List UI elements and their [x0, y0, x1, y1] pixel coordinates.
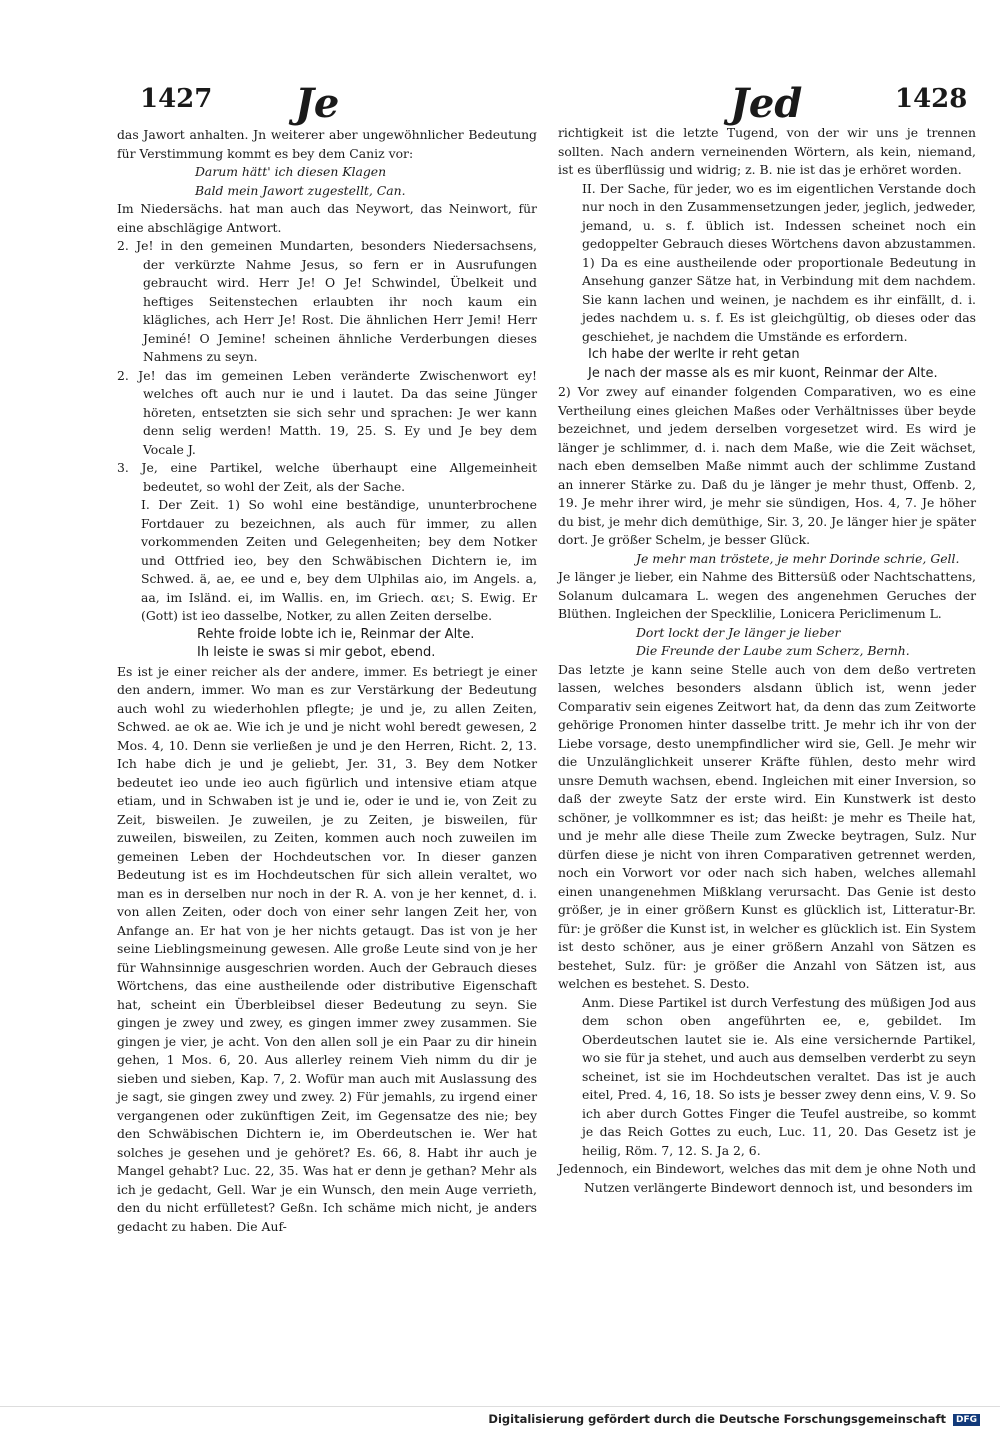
paragraph: 3. Je, eine Partikel, welche überhaupt eine Allgemeinheit bedeutet, so wohl der Zeit, als der Sache.: [117, 460, 537, 494]
paragraph: Die Freunde der Laube zum Scherz, Bernh.: [636, 643, 910, 658]
paragraph: II. Der Sache, für jeder, wo es im eigentlichen Verstande doch nur noch in den Zusammensetzungen jeder, jeglich, jedweder, jemand, u. s. f. üblich ist. Indessen scheinet noch ein gedoppelter Gebrauch dieses Wörtchens davon abzustammen. 1) Da es eine austheilende oder proportionale Bedeutung in Ansehung ganzer Sätze hat, in Verbindung mit dem nachdem. Sie kann lachen und weinen, je nachdem es ihr einfällt, d. i. jedes nachdem u. s. f. Es ist gleichgültig, ob dieses oder das geschiehet, je nachdem die Umstände es erfordern.: [582, 180, 976, 344]
catchword-left: Je: [295, 80, 340, 127]
paragraph: Es ist je einer reicher als der andere, immer. Es betriegt je einer den andern, immer. Wo man es zur Verstärkung der Bedeutung auch wohl zu wiederhohlen pflegte; je und je, zu allen Zeiten, Schwed. ae ok ae. Wie ich je und je nicht wohl beredt gewesen, 2 Mos. 4, 10. Denn sie verließen je und je den Herren, Richt. 2, 13. Ich habe dich je und je geliebt, Jer. 31, 3. Bey dem Notker bedeutet ieo unde ieo auch figürlich und intensive etiam atque etiam, und in Schwaben ist je und ie, oder ie und ie, von Zeit zu Zeit, bisweilen. Je zuweilen, je zu Zeiten, je bisweilen, für zuweilen, bisweilen, zu Zeiten, kommen auch noch zuweilen im gemeinen Leben der Hochdeutschen vor. In dieser ganzen Bedeutung ist es im Hochdeutschen für sich allein veraltet, wo man es in derselben nur noch in der R. A. von je her kennet, d. i. von allen Zeiten, oder doch von einer sehr langen Zeit her, von Anfange an. Er hat von je her nichts getaugt. Das ist von je her seine Lieblingsmeinung gewesen. Alle große Leute sind von je her für Wahnsinnige ausgeschrien worden. Auch der Gebrauch dieses Wörtchens, das eine austheilende oder distributive Eigenschaft hat, scheint ein Überbleibsel dieser Bedeutung zu seyn. Sie gingen je zwey und zwey, es gingen immer zwey zusammen. Sie gingen je vier, je acht. Von den allen soll je ein Paar zu dir hinein gehen, 1 Mos. 6, 20. Aus allerley reinem Vieh nimm du dir je sieben und sieben, Kap. 7, 2. Wofür man auch mit Auslassung des je sagt, sie gingen zwey und zwey. 2) Für jemahls, zu irgend einer vergangenen oder zukünftigen Zeit, im Gegensatze des nie; bey den Schwäbischen Dichtern ie, im Oberdeutschen ie. Wer hat solches je gesehen und je gehöret? Es. 66, 8. Habt ihr auch je Mangel gehabt? Luc. 22, 35. Was hat er denn je gethan? Mehr als ich je gedacht, Gell. War je ein Wunsch, den mein Auge verrieth, den du nicht erfülletest? Geßn. Ich schäme mich nicht, je anders gedacht zu haben. Die Auf-: [117, 663, 537, 1234]
paragraph: Ich habe der werlte ir reht getan: [588, 347, 800, 362]
paragraph: richtigkeit ist die letzte Tugend, von der wir uns je trennen sollten. Nach andern verneinenden Wörtern, als kein, niemand, ist es überflüssig und widrig; z. B. nie ist das je erhöret worden.: [558, 125, 976, 177]
page-header: [0, 80, 1000, 130]
footer-text: Digitalisierung gefördert durch die Deutsche Forschungsgemeinschaft: [488, 1412, 946, 1426]
page-number-left: 1427: [140, 84, 213, 114]
paragraph: Jedennoch, ein Bindewort, welches das mit dem je ohne Noth und Nutzen verlängerte Bindewort dennoch ist, und besonders im: [558, 1161, 976, 1195]
paragraph: Im Niedersächs. hat man auch das Neywort, das Neinwort, für eine abschlägige Antwort.: [117, 201, 537, 235]
footer: [488, 1412, 980, 1426]
paragraph: das Jawort anhalten. Jn weiterer aber ungewöhnlicher Bedeutung für Verstimmung kommt es bey dem Caniz vor:: [117, 127, 537, 161]
paragraph: Das letzte je kann seine Stelle auch von dem deßo vertreten lassen, welches besonders alsdann üblich ist, wenn jeder Comparativ sein eigenes Zeitwort hat, da denn das zum Zeitworte gehörige Pronomen hinter dasselbe tritt. Je mehr ich ihr von der Liebe vorsage, desto unempfindlicher wird sie, Gell. Je mehr wir die Unzulänglichkeit unserer Kräfte fühlen, desto mehr wird unsre Demuth wachsen, ebend. Ingleichen mit einer Inversion, so daß der zweyte Satz der erste wird. Ein Kunstwerk ist desto schöner, je vollkommner es ist; das heißt: je mehr es Theile hat, und je mehr alle diese Theile zum Zwecke beytragen, Sulz. Nur dürfen diese je nicht von ihren Comparativen getrennet werden, noch ein Vorwort vor oder nach sich haben, welches allemahl einen unangenehmen Mißklang verursacht. Das Genie ist desto größer, je in einer größern Kunst es glücklich ist, Litteratur-Br. für: je größer die Kunst ist, in welcher es glücklich ist. Ein System ist desto schöner, aus je einer größern Anzahl von Sätzen es bestehet, Sulz. für: je größer die Anzahl von Sätzen ist, aus welchen es bestehet. S. Desto.: [558, 661, 976, 991]
paragraph: Bald mein Jawort zugestellt, Can.: [195, 182, 406, 198]
paragraph: Dort lockt der Je länger je lieber: [636, 624, 841, 640]
catchword-right: Jed: [730, 80, 803, 127]
paragraph: Rehte froide lobte ich ie, Reinmar der Alte.: [197, 626, 475, 642]
paragraph: Anm. Diese Partikel ist durch Verfestung des müßigen Jod aus dem schon oben angeführten ee, e, gebildet. Im Oberdeutschen lautet sie ie. Als eine versichernde Partikel, wo sie für ja stehet, und auch aus demselben verderbt zu seyn scheinet, ist sie im Hochdeutschen veraltet. Das ist je auch eitel, Pred. 4, 16, 18. So ists je besser zwey denn eins, V. 9. So ich aber durch Gottes Finger die Teufel austreibe, so kommt je das Reich Gottes zu euch, Luc. 11, 20. Das Gesetz ist je heilig, Röm. 7, 12. S. Ja 2, 6.: [582, 994, 976, 1158]
paragraph: I. Der Zeit. 1) So wohl eine beständige, ununterbrochene Fortdauer zu bezeichnen, als auch für immer, zu allen vorkommenden Zeiten und Gelegenheiten; bey dem Notker und Ottfried ieo, bey den Schwäbischen Dichtern ie, im Schwed. ä, ae, ee und e, bey dem Ulphilas aio, im Angels. a, aa, im Isländ. ei, im Wallis. en, im Griech. αει; S. Ewig. Er (Gott) ist ieo dasselbe, Notker, zu allen Zeiten derselbe.: [141, 497, 537, 623]
page-number-right: 1428: [895, 84, 968, 114]
dfg-logo: DFG: [953, 1414, 980, 1426]
paragraph: Je nach der masse als es mir kuont, Reinmar der Alte.: [588, 365, 938, 381]
paragraph: Je länger je lieber, ein Nahme des Bittersüß oder Nachtschattens, Solanum dulcamara L. wegen des angenehmen Geruches der Blüthen. Ingleichen der Specklilie, Lonicera Periclimenum L.: [558, 569, 976, 621]
left-column: [117, 126, 537, 1236]
paragraph: 2) Vor zwey auf einander folgenden Comparativen, wo es eine Vertheilung eines gleichen Maßes oder Verhältnisses über beyde bezeichnet, und jedem derselben vorgesetzet wird. Es wird je länger je schlimmer, d. i. nach dem Maße, wie die Zeit wächset, nach eben demselben Maße nimmt auch der schlimme Zustand an innerer Stärke zu. Daß du je länger je mehr thust, Offenb. 2, 19. Je mehr ihrer wird, je mehr sie sündigen, Hos. 4, 7. Je höher du bist, je mehr dich demüthige, Sir. 3, 20. Je länger hier je später dort. Je größer Schelm, je besser Glück.: [558, 384, 976, 547]
footer-rule: [0, 1406, 1000, 1407]
right-column: [558, 124, 976, 1197]
paragraph: 2. Je! in den gemeinen Mundarten, besonders Niedersachsens, der verkürzte Nahme Jesus, so fern er in Ausrufungen gebraucht wird. Herr Je! O Je! Schwindel, Übelkeit und heftiges Seitenstechen erlaubten ihr noch kaum ein klägliches, ach Herr Je! Rost. Die ähnlichen Herr Jemi! Herr Jeminé! O Jemine! scheinen ähnliche Verderbungen dieses Nahmens zu seyn.: [117, 238, 537, 364]
paragraph: Je mehr man tröstete, je mehr Dorinde schrie, Gell.: [636, 550, 960, 566]
paragraph: Darum hätt' ich diesen Klagen: [195, 164, 387, 179]
paragraph: 2. Je! das im gemeinen Leben veränderte Zwischenwort ey! welches oft auch nur ie und i lautet. Da das seine Jünger höreten, entsetzten sie sich sehr und sprachen: Je wer kann denn selig werden! Matth. 19, 25. S. Ey und Je bey dem Vocale J.: [117, 367, 537, 457]
paragraph: Ih leiste ie swas si mir gebot, ebend.: [197, 645, 436, 660]
